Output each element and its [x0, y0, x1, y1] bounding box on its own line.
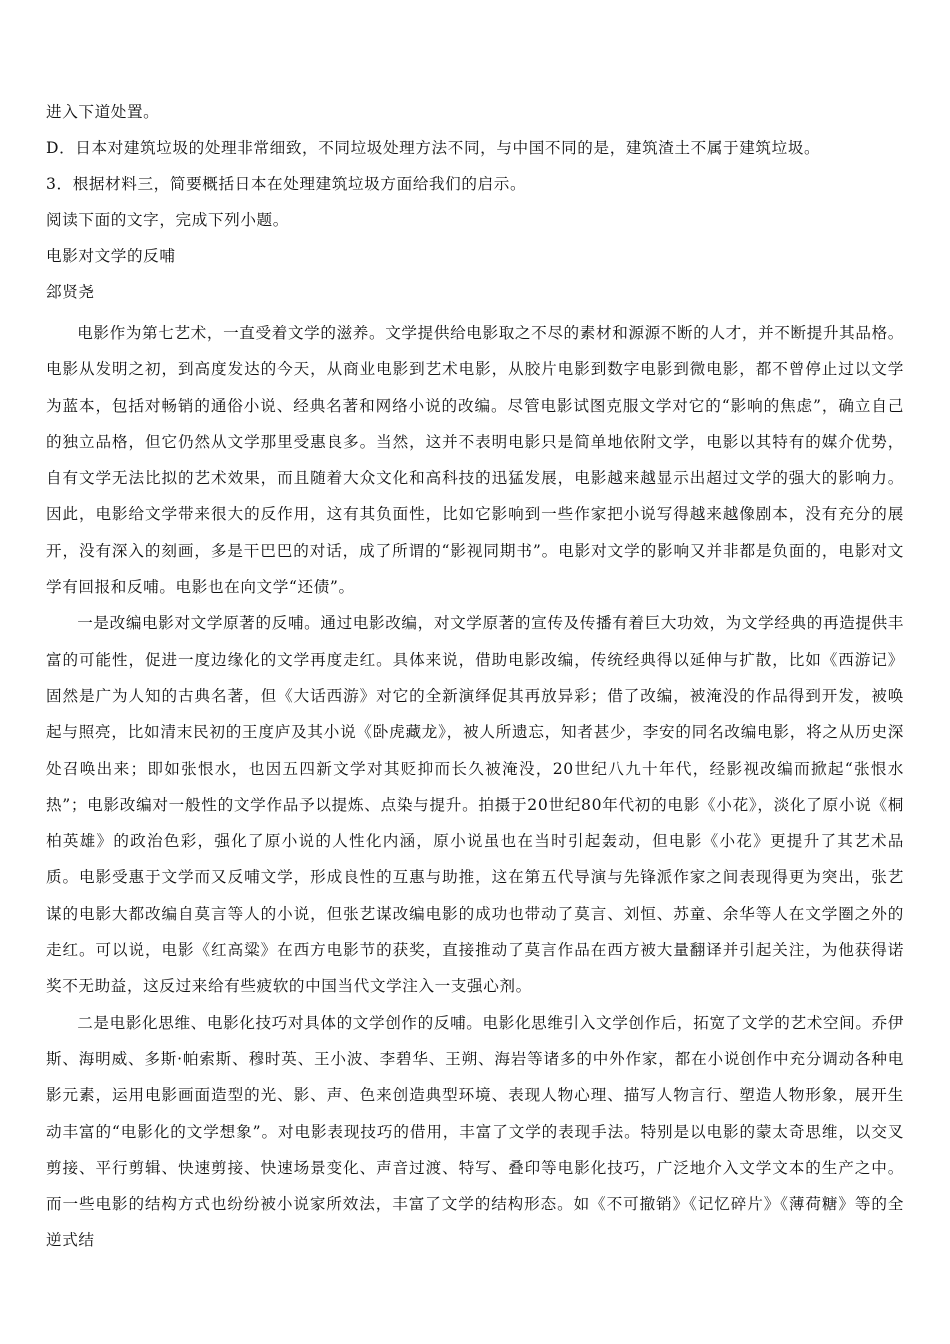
question-3: 3．根据材料三，简要概括日本在处理建筑垃圾方面给我们的启示。 — [46, 175, 527, 193]
paragraph-1: 电影作为第七艺术，一直受着文学的滋养。文学提供给电影取之不尽的素材和源源不断的人才，并不断提升其品格。电影从发明之初，到高度发达的今天，从商业电影到艺术电影，从胶片电影到数字电影到微电影，都不曾停止过以文学为蓝本，包括对畅销的通俗小说、经典名著和网络小说的改编。尽管电影试图克服文学对它的“影响的焦虑”，确立自己的独立品格，但它仍然从文学那里受惠良多。当然，这并不表明电影只是简单地依附文学，电影以其特有的媒介优势，自有文学无法比拟的艺术效果，而且随着大众文化和高科技的迅猛发展，电影越来越显示出超过文学的强大的影响力。因此，电影给文学带来很大的反作用，这有其负面性，比如它影响到一些作家把小说写得越来越像剧本，没有充分的展开，没有深入的刻画，多是干巴巴的对话，成了所谓的“影视同期书”。电影对文学的影响又并非都是负面的，电影对文学有回报和反哺。电影也在向文学“还债”。 — [46, 324, 904, 597]
paragraph-2: 一是改编电影对文学原著的反哺。通过电影改编，对文学原著的宣传及传播有着巨大功效，为文学经典的再造提供丰富的可能性，促进一度边缘化的文学再度走红。具体来说，借助电影改编，传统经典得以延伸与扩散，比如《西游记》固然是广为人知的古典名著，但《大话西游》对它的全新演绎促其再放异彩；借了改编，被淹没的作品得到开发，被唤起与照亮，比如清末民初的王度庐及其小说《卧虎藏龙》，被人所遗忘，知者甚少，李安的同名改编电影，将之从历史深处召唤出来；即如张恨水，也因五四新文学对其贬抑而长久被淹没，20世纪八九十年代，经影视改编而掀起“张恨水热”；电影改编对一般性的文学作品予以提炼、点染与提升。拍摄于20世纪80年代初的电影《小花》，淡化了原小说《桐柏英雄》的政治色彩，强化了原小说的人性化内涵，原小说虽也在当时引起轰动，但电影《小花》更提升了其艺术品质。电影受惠于文学而又反哺文学，形成良性的互惠与助推，这在第五代导演与先锋派作家之间表现得更为突出，张艺谋的电影大都改编自莫言等人的小说，但张艺谋改编电影的成功也带动了莫言、刘恒、苏童、余华等人在文学圈之外的走红。可以说，电影《红高粱》在西方电影节的获奖，直接推动了莫言作品在西方被大量翻译并引起关注，为他获得诺奖不无助益，这反过来给有些疲软的中国当代文学注入一支强心剂。 — [46, 614, 904, 996]
article-title: 电影对文学的反哺 — [46, 247, 176, 265]
article-author: 郐贤尧 — [46, 283, 95, 301]
reading-instruction: 阅读下面的文字，完成下列小题。 — [46, 211, 289, 229]
text-line-continuation: 进入下道处置。 — [46, 103, 160, 121]
option-d: D．日本对建筑垃圾的处理非常细致，不同垃圾处理方法不同，与中国不同的是，建筑渣土不属于建筑垃圾。 — [46, 139, 821, 157]
paragraph-3: 二是电影化思维、电影化技巧对具体的文学创作的反哺。电影化思维引入文学创作后，拓宽了文学的艺术空间。乔伊斯、海明威、多斯·帕索斯、穆时英、王小波、李碧华、王朔、海岩等诸多的中外作家，都在小说创作中充分调动各种电影元素，运用电影画面造型的光、影、声、色来创造典型环境、表现人物心理、描写人物言行、塑造人物形象，展开生动丰富的“电影化的文学想象”。对电影表现技巧的借用，丰富了文学的表现手法。特别是以电影的蒙太奇思维，以交叉剪接、平行剪辑、快速剪接、快速场景变化、声音过渡、特写、叠印等电影化技巧，广泛地介入文学文本的生产之中。而一些电影的结构方式也纷纷被小说家所效法，丰富了文学的结构形态。如《不可撤销》《记忆碎片》《薄荷糖》等的全逆式结 — [46, 1013, 904, 1250]
document-page — [46, 94, 904, 1259]
